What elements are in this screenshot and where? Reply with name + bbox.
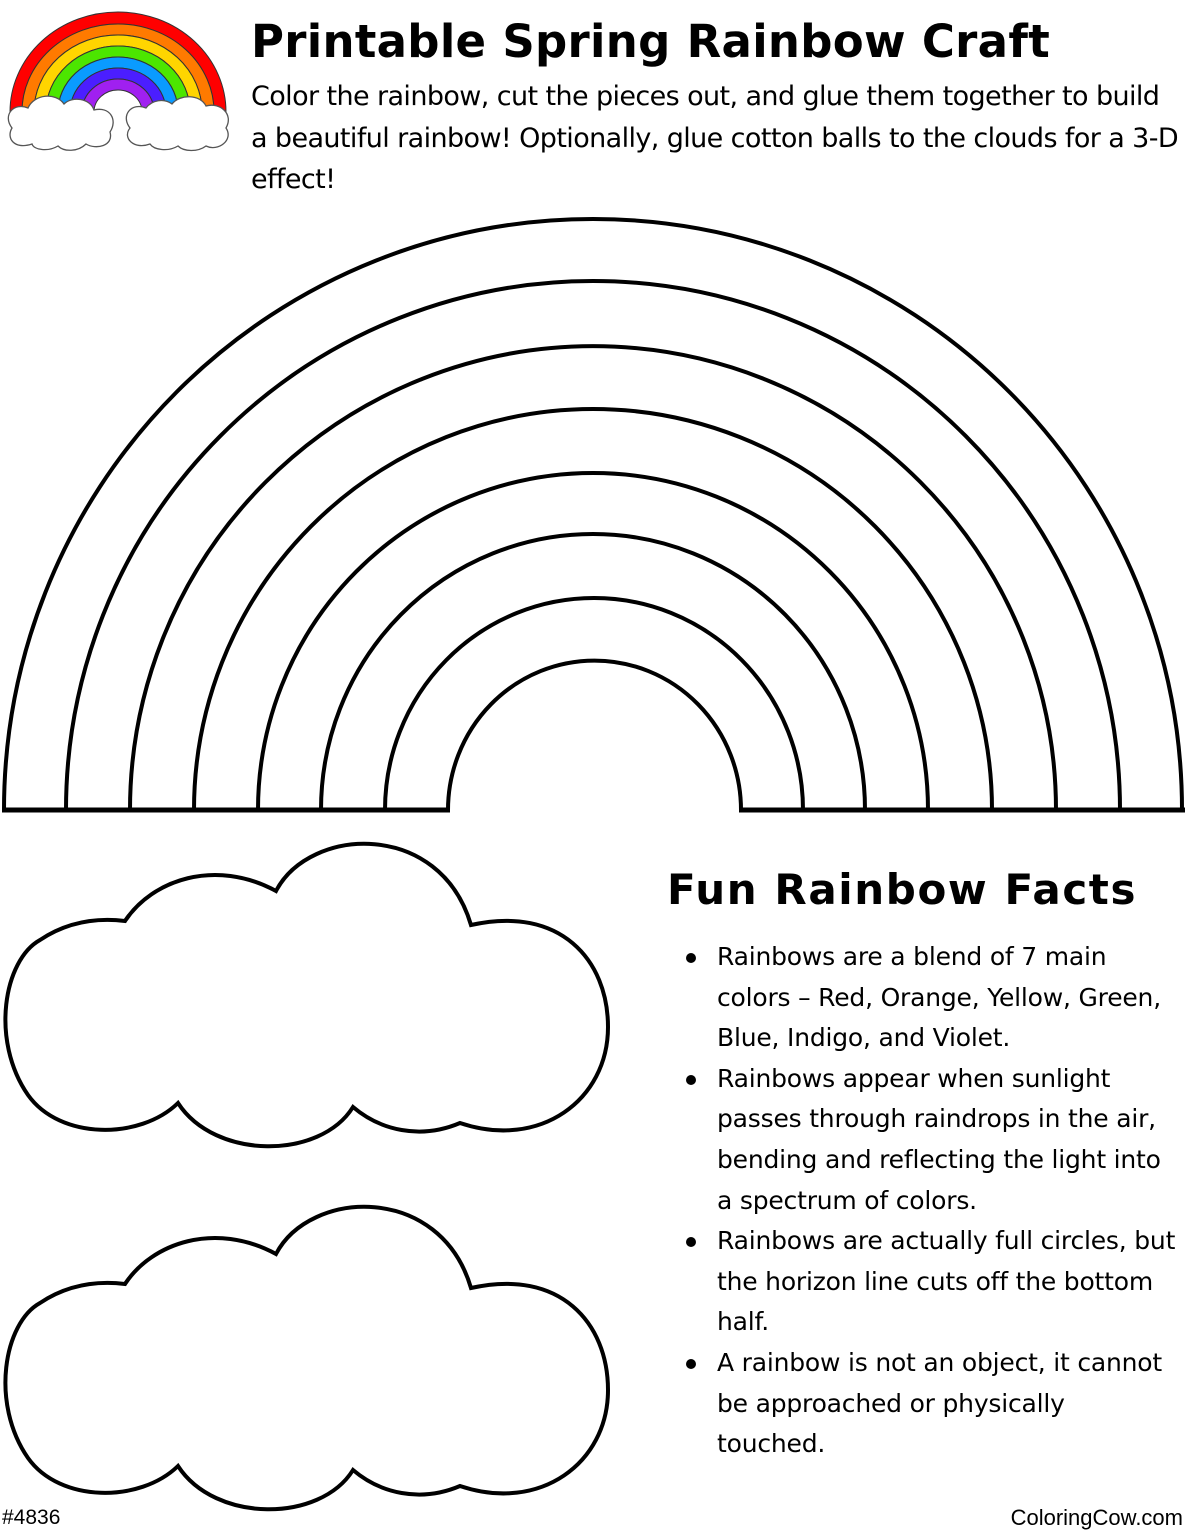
rainbow-arc-4 (194, 409, 992, 810)
fact-item (680, 1059, 1180, 1221)
page-title: Printable Spring Rainbow Craft (251, 15, 1051, 68)
rainbow-arc-1 (4, 219, 1182, 810)
intro-text: Color the rainbow, cut the pieces out, and glue them together to build a beautiful rainbow! Optionally, glue cotton balls to the clouds for a 3-D effect! (251, 81, 1179, 195)
cloud-cutout-2 (0, 1188, 620, 1518)
cloud-cutout-1 (0, 825, 620, 1155)
rainbow-icon (0, 0, 240, 160)
rainbow-arc-6 (321, 534, 865, 810)
bullet-icon (686, 1359, 696, 1369)
item-number: #4836 (2, 1506, 61, 1529)
fact-text: Rainbows are a blend of 7 main colors – Red, Orange, Yellow, Green, Blue, Indigo, and Violet. (717, 942, 1161, 1053)
site-credit: ColoringCow.com (1010, 1505, 1183, 1530)
bullet-icon (686, 953, 696, 963)
fact-item (680, 1343, 1180, 1465)
rainbow-arc-2 (66, 281, 1120, 810)
bullet-icon (686, 1075, 696, 1085)
fact-text: Rainbows are actually full circles, but the horizon line cuts off the bottom half. (717, 1226, 1176, 1337)
facts-list (680, 937, 1180, 1465)
fact-item (680, 937, 1180, 1059)
facts-heading: Fun Rainbow Facts (667, 865, 1138, 914)
rainbow-arc-7 (385, 598, 803, 810)
rainbow-arc-5 (258, 473, 928, 810)
bullet-icon (686, 1237, 696, 1247)
rainbow-arc-8 (448, 661, 741, 810)
fact-item (680, 1221, 1180, 1343)
fact-text: A rainbow is not an object, it cannot be approached or physically touched. (717, 1347, 1162, 1459)
rainbow-outline-cutout (0, 200, 1187, 830)
fact-text: Rainbows appear when sunlight passes through raindrops in the air, bending and reflecting the light into a spectrum of colors. (717, 1063, 1161, 1215)
